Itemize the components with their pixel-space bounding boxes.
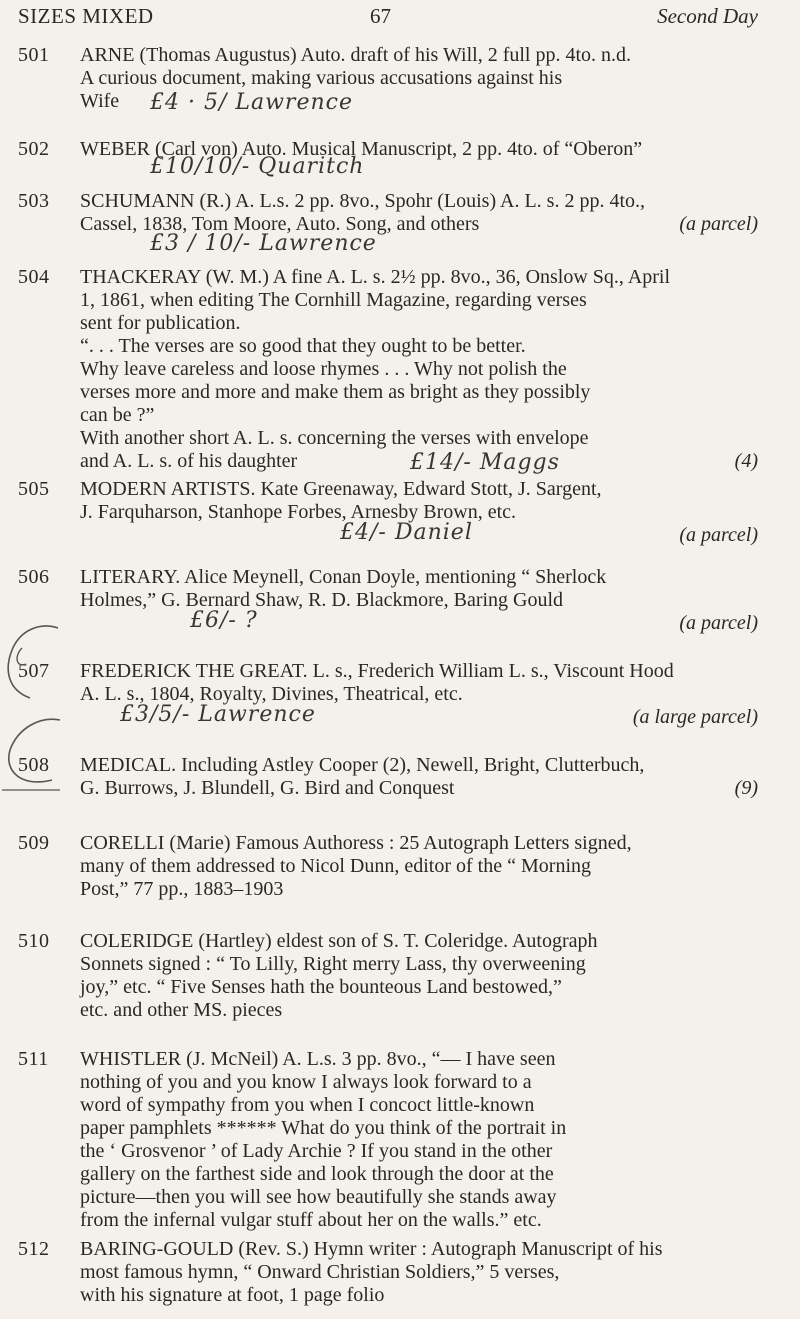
- lot-line: A. L. s., 1804, Royalty, Divines, Theatrical, etc.: [80, 683, 463, 705]
- lot-number: 507: [18, 660, 50, 682]
- lot-line: Sonnets signed : “ To Lilly, Right merry Lass, thy overweening: [80, 953, 586, 975]
- lot-line: Why leave careless and loose rhymes . . . Why not polish the: [80, 358, 567, 380]
- lot-line: nothing of you and you know I always look forward to a: [80, 1071, 532, 1093]
- lot-line: With another short A. L. s. concerning the verses with envelope: [80, 427, 589, 449]
- lot-entry: [18, 566, 758, 632]
- lot-quantity: (a parcel): [679, 524, 758, 546]
- lot-line: J. Farquharson, Stanhope Forbes, Arnesby Brown, etc.: [80, 501, 517, 523]
- lot-line: COLERIDGE (Hartley) eldest son of S. T. Coleridge. Autograph: [80, 930, 598, 952]
- lot-line: sent for publication.: [80, 312, 241, 334]
- lot-entry: [18, 1048, 758, 1232]
- handwritten-annotation: £3 / 10/- Lawrence: [150, 231, 377, 256]
- lot-line: etc. and other MS. pieces: [80, 999, 283, 1021]
- lot-entry: [18, 832, 758, 901]
- page-header: [18, 4, 758, 30]
- lot-quantity: (4): [734, 450, 758, 472]
- lot-number: 509: [18, 832, 50, 854]
- lot-line: MODERN ARTISTS. Kate Greenaway, Edward Stott, J. Sargent,: [80, 478, 602, 500]
- handwritten-annotation: £3/5/- Lawrence: [120, 702, 316, 727]
- lot-line: G. Burrows, J. Blundell, G. Bird and Conquest: [80, 777, 455, 799]
- handwritten-annotation: £6/- ?: [190, 608, 258, 633]
- lot-line: “. . . The verses are so good that they ought to be better.: [80, 335, 526, 357]
- lot-number: 505: [18, 478, 50, 500]
- lot-number: 508: [18, 754, 50, 776]
- lot-number: 504: [18, 266, 50, 288]
- lot-line: MEDICAL. Including Astley Cooper (2), Newell, Bright, Clutterbuch,: [80, 754, 645, 776]
- lot-line: Holmes,” G. Bernard Shaw, R. D. Blackmore, Baring Gould: [80, 589, 564, 611]
- lot-line: Cassel, 1838, Tom Moore, Auto. Song, and others: [80, 213, 480, 235]
- lot-line: with his signature at foot, 1 page folio: [80, 1284, 385, 1306]
- running-head-right: Second Day: [657, 4, 758, 28]
- lot-line: Post,” 77 pp., 1883–1903: [80, 878, 284, 900]
- lot-quantity: (9): [734, 777, 758, 799]
- lot-line: A curious document, making various accusations against his: [80, 67, 563, 89]
- lot-number: 502: [18, 138, 50, 160]
- handwritten-annotation: £4/- Daniel: [340, 520, 473, 545]
- lot-line: WHISTLER (J. McNeil) A. L.s. 3 pp. 8vo., “— I have seen: [80, 1048, 556, 1070]
- lot-line: and A. L. s. of his daughter: [80, 450, 298, 472]
- lot-entry: [18, 660, 758, 726]
- lot-number: 512: [18, 1238, 50, 1260]
- lot-line: THACKERAY (W. M.) A fine A. L. s. 2½ pp. 8vo., 36, Onslow Sq., April: [80, 266, 671, 288]
- lot-entry: [18, 478, 758, 544]
- lot-line: paper pamphlets ****** What do you think of the portrait in: [80, 1117, 567, 1139]
- lot-line: WEBER (Carl von) Auto. Musical Manuscript, 2 pp. 4to. of “Oberon”: [80, 138, 643, 160]
- lot-line: the ‘ Grosvenor ’ of Lady Archie ? If you stand in the other: [80, 1140, 553, 1162]
- lot-line: word of sympathy from you when I concoct little-known: [80, 1094, 535, 1116]
- lot-line: many of them addressed to Nicol Dunn, editor of the “ Morning: [80, 855, 591, 877]
- lot-entry: [18, 190, 758, 255]
- lot-line: picture—then you will see how beautifully she stands away: [80, 1186, 557, 1208]
- lot-entry: [18, 930, 758, 1022]
- lot-entry: [18, 44, 758, 114]
- lot-line: gallery on the farthest side and look through the door at the: [80, 1163, 554, 1185]
- lot-number: 506: [18, 566, 50, 588]
- lot-entry: [18, 1238, 758, 1307]
- lot-line: BARING-GOULD (Rev. S.) Hymn writer : Autograph Manuscript of his: [80, 1238, 663, 1260]
- page-number: 67: [370, 4, 391, 28]
- lot-line: SCHUMANN (R.) A. L.s. 2 pp. 8vo., Spohr (Louis) A. L. s. 2 pp. 4to.,: [80, 190, 646, 212]
- lot-number: 503: [18, 190, 50, 212]
- lot-line: ARNE (Thomas Augustus) Auto. draft of his Will, 2 full pp. 4to. n.d.: [80, 44, 632, 66]
- lot-line: joy,” etc. “ Five Senses hath the bounteous Land bestowed,”: [80, 976, 562, 998]
- lot-number: 510: [18, 930, 50, 952]
- lot-number: 511: [18, 1048, 49, 1070]
- lot-number: 501: [18, 44, 50, 66]
- lot-line: Wife: [80, 90, 120, 112]
- lot-line: most famous hymn, “ Onward Christian Soldiers,” 5 verses,: [80, 1261, 560, 1283]
- running-head-left: SIZES MIXED: [18, 4, 154, 28]
- lot-quantity: (a large parcel): [632, 706, 758, 728]
- handwritten-annotation: £4 · 5/ Lawrence: [150, 90, 353, 115]
- lot-line: LITERARY. Alice Meynell, Conan Doyle, mentioning “ Sherlock: [80, 566, 607, 588]
- lot-entry: [18, 138, 758, 178]
- lot-line: CORELLI (Marie) Famous Authoress : 25 Autograph Letters signed,: [80, 832, 632, 854]
- lot-line: can be ?”: [80, 404, 155, 426]
- handwritten-annotation: £14/- Maggs: [410, 450, 560, 475]
- lot-line: verses more and more and make them as bright as they possibly: [80, 381, 591, 403]
- lot-line: from the infernal vulgar stuff about her on the walls.” etc.: [80, 1209, 542, 1231]
- lot-line: 1, 1861, when editing The Cornhill Magazine, regarding verses: [80, 289, 587, 311]
- lot-entry: [18, 754, 758, 800]
- lot-quantity: (a parcel): [679, 213, 758, 235]
- lot-line: FREDERICK THE GREAT. L. s., Frederich William L. s., Viscount Hood: [80, 660, 674, 682]
- lot-quantity: (a parcel): [679, 612, 758, 634]
- handwritten-annotation: £10/10/- Quaritch: [150, 154, 365, 179]
- lot-entry: [18, 266, 758, 474]
